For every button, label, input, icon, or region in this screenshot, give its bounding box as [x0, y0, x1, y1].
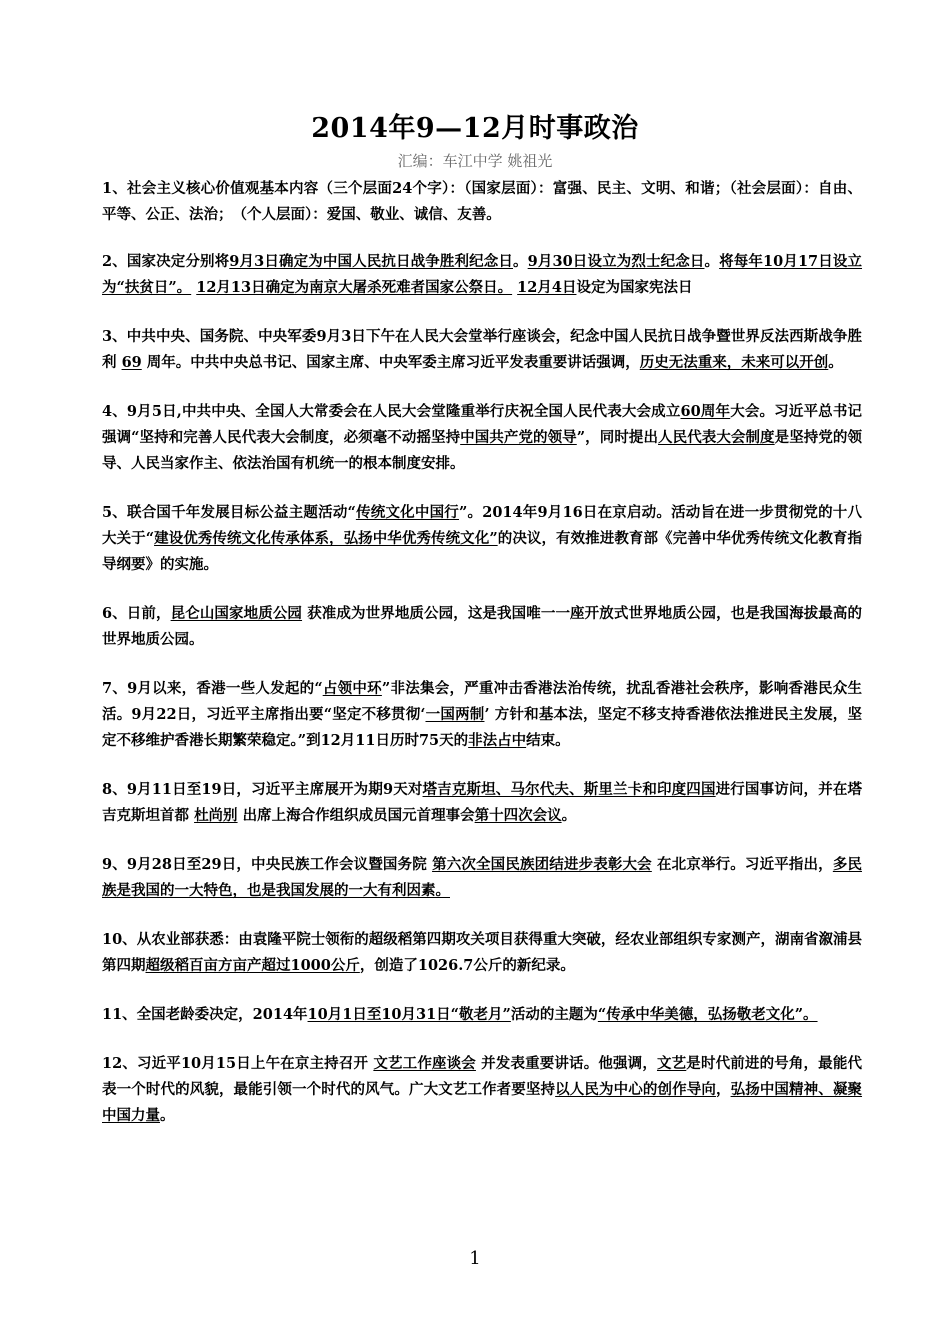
underlined-text: 文艺 — [656, 1055, 687, 1072]
underlined-text: 9月3日确定为中国人民抗日战争胜利纪念日 — [229, 253, 514, 270]
underlined-text: 69 — [121, 354, 142, 371]
item-text: 出席上海合作组织成员国元首理事会 — [237, 807, 475, 824]
item-text: 1、社会主义核心价值观基本内容（三个层面24个字）：（国家层面）：富强、民主、文明、和谐；（社会层面）：自由、平等、公正、法治； （个人层面）：爱国、敬业、诚信、友善。 — [102, 180, 862, 223]
item-text: 。 — [828, 354, 843, 371]
document-subtitle: 汇编：车江中学 姚祖光 — [397, 152, 553, 170]
underlined-text: “传承中华美德，弘扬敬老文化”。 — [597, 1006, 818, 1023]
news-item — [102, 324, 862, 376]
item-text: 4、9月5日,中共中央、全国人大常委会在人民大会堂隆重举行庆祝全国人民代表大会成立 — [102, 403, 681, 420]
underlined-text: 弘扬中国精神、凝聚中国力量 — [102, 1081, 863, 1124]
news-item — [102, 927, 862, 979]
item-text: 进行国事访问，并在塔吉克斯坦首都 — [102, 781, 863, 824]
item-text: 周年。中共中央总书记、国家主席、中央军委主席习近平发表重要讲话强调， — [141, 354, 640, 371]
item-text: 3、中共中央、国务院、中央军委9月3日下午在人民大会堂举行座谈会，纪念中国人民抗日战争暨世界反法西斯战争胜利 — [102, 328, 862, 371]
underlined-text: 9月30日设立为烈士纪念日 — [527, 253, 705, 270]
item-text: ，创造了1026.7公斤的新纪录。 — [359, 957, 575, 974]
item-text: ， — [715, 1081, 731, 1098]
item-text: ”，同时提出 — [576, 429, 659, 446]
item-text: 12、习近平10月15日上午在京主持召开 — [102, 1055, 374, 1072]
underlined-text: 杜尚别 — [194, 807, 238, 824]
underlined-text: 历史无法重来，未来可以开创 — [639, 354, 829, 371]
item-text: ”非法集会，严重冲击香港法治传统，扰乱香港社会秩序，影响香港民众生活。9月22日，习近平主席指出要“坚定不移贯彻‘ — [102, 680, 862, 723]
underlined-text: 塔吉克斯坦、马尔代夫、斯里兰卡和印度四国 — [422, 781, 716, 798]
item-text: 获准成为世界地质公园，这是我国唯一一座开放式世界地质公园，也是我国海拔最高的世界地质公园。 — [102, 605, 863, 648]
news-item — [102, 1002, 862, 1028]
news-item — [102, 777, 862, 829]
underlined-text: 人民代表大会制度 — [658, 429, 775, 446]
item-text: 。 — [513, 253, 528, 270]
news-item — [102, 1051, 862, 1129]
page-number: 1 — [469, 1248, 481, 1269]
item-text: 10、从农业部获悉：由袁隆平院士领衔的超级稻第四期攻关项目获得重大突破，经农业部组织专家测产，湖南省溆浦县第四期 — [102, 931, 862, 974]
news-item — [102, 852, 862, 904]
underlined-text: 超级稻百亩方亩产超过1000公斤 — [145, 957, 360, 974]
item-text: 11、全国老龄委决定，2014年 — [102, 1006, 308, 1023]
item-text: 。 — [160, 1107, 175, 1124]
news-item — [102, 601, 862, 653]
news-item — [102, 249, 862, 301]
document-title: 2014年9—12月时事政治 — [311, 113, 639, 144]
underlined-text: 中国共产党的领导 — [460, 429, 577, 446]
item-text: ’ 方针和基本法，坚定不移支持香港依法推进民主发展，坚定不移维护香港长期繁荣稳定。”到12月11日历时75天的 — [102, 706, 862, 749]
news-item — [102, 500, 862, 578]
item-text: 活动的主题为 — [510, 1006, 598, 1023]
news-item — [102, 676, 862, 754]
item-text: 结束。 — [526, 732, 570, 749]
news-item-list — [102, 176, 862, 1152]
underlined-text: 昆仑山国家地质公园 — [170, 605, 303, 622]
item-text: 8、9月11日至19日，习近平主席展开为期9天对 — [102, 781, 423, 798]
underlined-text: 12月4日 — [517, 279, 577, 296]
item-text: 在北京举行。习近平指出， — [651, 856, 833, 873]
underlined-text: 将每年10月17日设立为“扶贫日”。 — [102, 253, 863, 296]
item-text: 是时代前进的号角，最能代表一个时代的风貌，最能引领一个时代的风气。广大文艺工作者要坚持 — [102, 1055, 862, 1098]
item-text: 。 — [561, 807, 577, 824]
underlined-text: 传统文化中国行 — [355, 504, 459, 521]
item-text: 2、国家决定分别将 — [102, 253, 230, 270]
item-text: 9、9月28日至29日，中央民族工作会议暨国务院 — [102, 856, 433, 873]
item-text: ”。2014年9月16日在京启动。活动旨在进一步贯彻党的十八大关于“ — [102, 504, 863, 547]
news-item — [102, 399, 862, 477]
underlined-text: 10月1日至10月31日“敬老月” — [307, 1006, 511, 1023]
underlined-text: 多民族是我国的一大特色，也是我国发展的一大有利因素。 — [102, 856, 862, 899]
item-text: 。 — [704, 253, 720, 270]
item-text: 设定为国家宪法日 — [576, 279, 693, 296]
item-text: 7、9月以来，香港一些人发起的“ — [102, 680, 323, 697]
underlined-text: 以人民为中心的创作导向 — [555, 1081, 716, 1098]
underlined-text: 一国两制 — [425, 706, 485, 723]
underlined-text: 12月13日确定为南京大屠杀死难者国家公祭日。 — [196, 279, 513, 296]
underlined-text: 60周年 — [680, 403, 731, 420]
item-text: 的决议，有效推进教育部《完善中华优秀传统文化教育指导纲要》的实施。 — [102, 530, 863, 573]
underlined-text: 非法占中 — [468, 732, 527, 749]
underlined-text: 文艺工作座谈会 — [373, 1055, 476, 1072]
underlined-text: 占领中环 — [322, 680, 382, 697]
underlined-text: 建设优秀传统文化传承体系，弘扬中华优秀传统文化” — [154, 530, 498, 547]
item-text: 大会。习近平总书记强调“坚持和完善人民代表大会制度，必须毫不动摇坚持 — [102, 403, 862, 446]
item-text: 5、联合国千年发展目标公益主题活动“ — [102, 504, 356, 521]
item-text: 并发表重要讲话。他强调， — [475, 1055, 657, 1072]
item-text: 是坚持党的领导、人民当家作主、依法治国有机统一的根本制度安排。 — [102, 429, 863, 472]
news-item — [102, 176, 862, 228]
underlined-text: 第十四次会议 — [474, 807, 562, 824]
item-text: 6、日前， — [102, 605, 171, 622]
underlined-text: 第六次全国民族团结进步表彰大会 — [432, 856, 652, 873]
